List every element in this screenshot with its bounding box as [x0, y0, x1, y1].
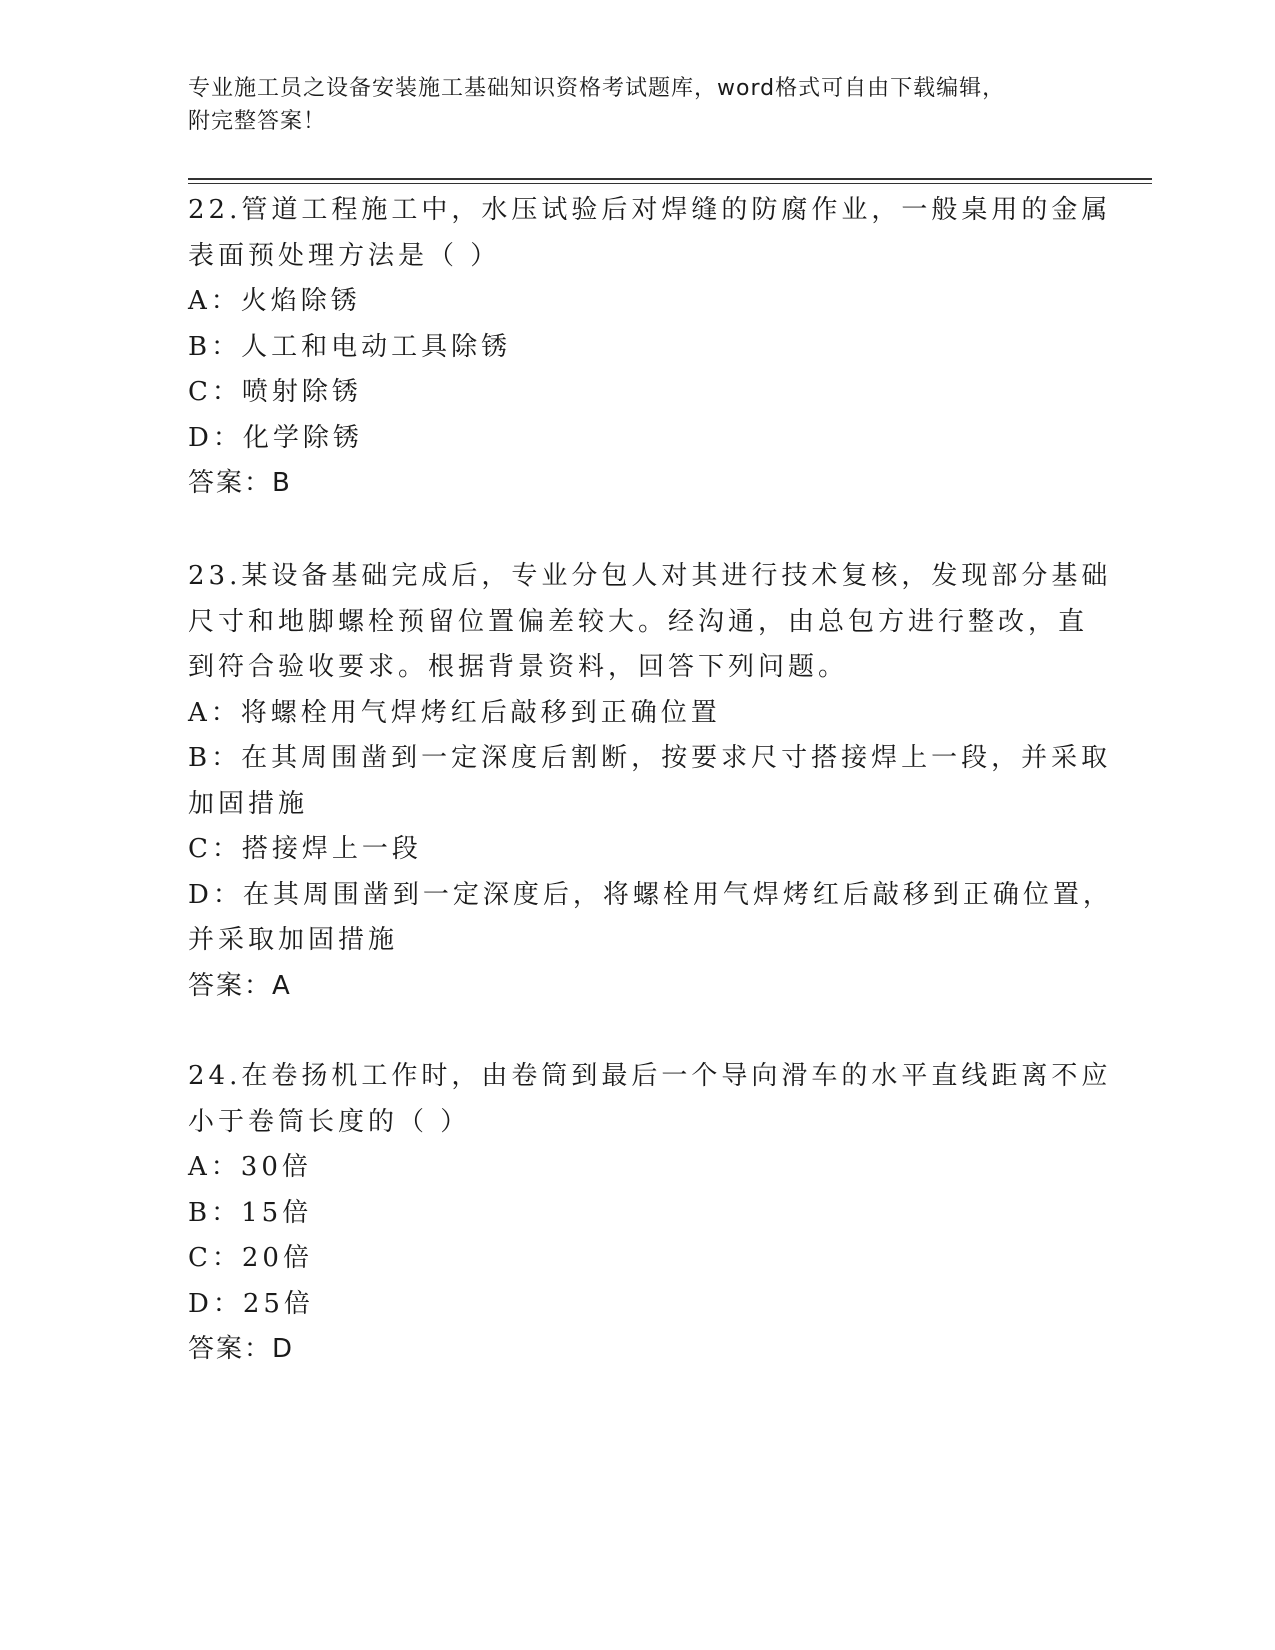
option-c: C：搭接焊上一段: [188, 834, 422, 864]
option-c: C：20倍: [188, 1243, 313, 1273]
question-24: [188, 1054, 1112, 1373]
answer-text: 答案：D: [188, 1334, 295, 1364]
question-stem-line: 22.管道工程施工中，水压试验后对焊缝的防腐作业，一般桌用的金属: [188, 195, 1112, 225]
option-b: B：在其周围凿到一定深度后割断，按要求尺寸搭接焊上一段，并采取: [188, 743, 1112, 773]
question-stem-line: 24.在卷扬机工作时，由卷筒到最后一个导向滑车的水平直线距离不应: [188, 1061, 1112, 1091]
question-23: [188, 554, 1113, 1009]
option-a: A：火焰除锈: [188, 286, 361, 316]
option-b: B：人工和电动工具除锈: [188, 331, 512, 362]
question-stem-line: 尺寸和地脚螺栓预留位置偏差较大。经沟通，由总包方进行整改，直: [188, 606, 1089, 637]
header-line-2: 附完整答案！: [188, 109, 327, 134]
question-22: [188, 188, 1112, 507]
answer-text: 答案：B: [188, 468, 292, 498]
option-b-continued: 加固措施: [188, 788, 309, 819]
question-stem-line: 到符合验收要求。根据背景资料，回答下列问题。: [188, 652, 849, 682]
question-stem-line: 小于卷筒长度的（ ）: [188, 1106, 471, 1137]
option-b: B：15倍: [188, 1197, 313, 1228]
option-d-continued: 并采取加固措施: [188, 925, 399, 955]
option-d: D：在其周围凿到一定深度后，将螺栓用气焊烤红后敲移到正确位置，: [188, 879, 1113, 910]
option-d: D：25倍: [188, 1288, 314, 1319]
question-stem-line: 表面预处理方法是（ ）: [188, 240, 501, 271]
document-header: [188, 72, 1068, 138]
option-a: A：30倍: [188, 1152, 312, 1182]
option-a: A：将螺栓用气焊烤红后敲移到正确位置: [188, 697, 721, 728]
header-line-1: 专业施工员之设备安装施工基础知识资格考试题库，word格式可自由下载编辑，: [188, 76, 1006, 101]
header-divider-thick: [188, 178, 1152, 180]
answer-text: 答案：A: [188, 970, 292, 1001]
question-stem-line: 23.某设备基础完成后，专业分包人对其进行技术复核，发现部分基础: [188, 561, 1112, 591]
option-d: D：化学除锈: [188, 422, 363, 453]
option-c: C：喷射除锈: [188, 377, 362, 407]
header-divider-thin: [188, 183, 1152, 184]
